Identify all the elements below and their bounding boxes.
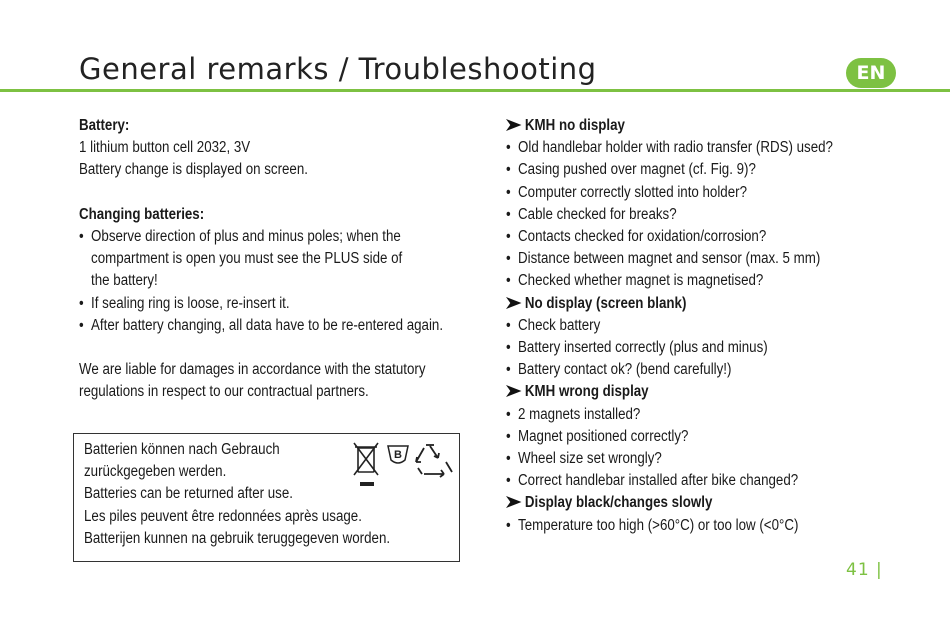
bullet-icon: • bbox=[506, 516, 511, 534]
bullet-icon: • bbox=[79, 294, 84, 312]
list-item bbox=[79, 226, 443, 248]
list-item-continuation: compartment is open you must see the PLUS side of bbox=[91, 250, 403, 268]
list-item-text: If sealing ring is loose, re-insert it. bbox=[91, 294, 290, 312]
list-item-text: After battery changing, all data have to be re-entered again. bbox=[91, 316, 444, 334]
troubleshooting-column bbox=[506, 115, 833, 537]
arrow-right-icon bbox=[506, 115, 525, 137]
bullet-icon: • bbox=[506, 272, 511, 290]
list-item-continuation: the battery! bbox=[91, 272, 158, 290]
recycle-icon bbox=[416, 445, 452, 477]
header-rule bbox=[0, 89, 950, 92]
troubleshooting-heading bbox=[506, 381, 833, 403]
box-line-en: Batteries can be returned after use. bbox=[84, 485, 293, 503]
box-line-de-2: zurückgegeben werden. bbox=[84, 463, 227, 481]
list-item bbox=[506, 470, 833, 492]
list-item-text: Casing pushed over magnet (cf. Fig. 9)? bbox=[518, 161, 756, 179]
box-line-fr: Les piles peuvent être redonnées après usage. bbox=[84, 507, 362, 525]
disposal-symbols bbox=[352, 440, 457, 492]
troubleshooting-heading bbox=[506, 492, 833, 514]
box-line-nl: Batterijen kunnen na gebruik teruggegeven worden. bbox=[84, 529, 391, 547]
bullet-icon: • bbox=[506, 250, 511, 268]
troubleshooting-heading-text: KMH wrong display bbox=[524, 383, 649, 401]
box-line-de-1: Batterien können nach Gebrauch bbox=[84, 441, 280, 458]
bullet-icon: • bbox=[506, 139, 511, 157]
list-item-text: Temperature too high (>60°C) or too low (<0°C) bbox=[518, 516, 799, 534]
list-item-text: Magnet positioned correctly? bbox=[518, 427, 689, 445]
list-item-text: Checked whether magnet is magnetised? bbox=[518, 272, 764, 290]
crossed-bin-icon bbox=[354, 443, 378, 486]
bullet-icon: • bbox=[506, 427, 511, 445]
troubleshooting-heading-text: KMH no display bbox=[524, 117, 625, 134]
list-item bbox=[506, 182, 833, 204]
list-item-text: Distance between magnet and sensor (max. 5 mm) bbox=[518, 250, 821, 268]
bullet-icon: • bbox=[506, 228, 511, 246]
battery-heading: Battery: bbox=[79, 117, 130, 134]
list-item bbox=[506, 315, 833, 337]
troubleshooting-heading bbox=[506, 115, 833, 137]
list-item bbox=[506, 404, 833, 426]
bullet-icon: • bbox=[79, 316, 84, 334]
list-item-text: Battery inserted correctly (plus and minus) bbox=[518, 339, 768, 357]
bullet-icon: • bbox=[506, 183, 511, 201]
bullet-icon: • bbox=[506, 450, 511, 468]
list-item bbox=[506, 448, 833, 470]
list-item-text: Contacts checked for oxidation/corrosion? bbox=[518, 228, 767, 246]
list-item bbox=[79, 315, 443, 337]
battery-spec: 1 lithium button cell 2032, 3V bbox=[79, 139, 251, 157]
battery-b-badge-icon bbox=[388, 446, 408, 463]
left-column bbox=[79, 115, 443, 404]
list-item bbox=[506, 204, 833, 226]
bullet-icon: • bbox=[506, 316, 511, 334]
troubleshooting-heading bbox=[506, 293, 833, 315]
svg-text:B: B bbox=[394, 449, 402, 461]
list-item-text: Correct handlebar installed after bike changed? bbox=[518, 472, 799, 490]
changing-batteries-heading: Changing batteries: bbox=[79, 205, 205, 223]
list-item-text: Old handlebar holder with radio transfer (RDS) used? bbox=[518, 139, 833, 157]
bullet-icon: • bbox=[506, 205, 511, 223]
liability-text: We are liable for damages in accordance with the statutory bbox=[79, 361, 426, 379]
list-item bbox=[506, 226, 833, 248]
list-item bbox=[506, 248, 833, 270]
list-item bbox=[506, 137, 833, 159]
list-item-text: 2 magnets installed? bbox=[518, 405, 641, 423]
page-number: 41 | bbox=[846, 560, 883, 580]
page-title: General remarks / Troubleshooting bbox=[79, 52, 597, 86]
bullet-icon: • bbox=[506, 405, 511, 423]
list-item bbox=[506, 359, 833, 381]
list-item-text: Observe direction of plus and minus poles; when the bbox=[91, 228, 401, 245]
list-item-text: Cable checked for breaks? bbox=[518, 205, 677, 223]
list-item-text: Check battery bbox=[518, 316, 601, 334]
bullet-icon: • bbox=[506, 361, 511, 379]
list-item bbox=[506, 515, 833, 537]
list-item-text: Wheel size set wrongly? bbox=[518, 450, 662, 468]
bullet-icon: • bbox=[506, 161, 511, 179]
bullet-icon: • bbox=[506, 472, 511, 490]
list-item bbox=[506, 337, 833, 359]
battery-change-note: Battery change is displayed on screen. bbox=[79, 161, 308, 179]
arrow-right-icon bbox=[506, 381, 525, 403]
troubleshooting-heading-text: No display (screen blank) bbox=[524, 294, 687, 312]
battery-return-text bbox=[84, 439, 390, 550]
bullet-icon: • bbox=[506, 339, 511, 357]
list-item bbox=[506, 270, 833, 292]
list-item bbox=[79, 293, 443, 315]
list-item bbox=[506, 159, 833, 181]
arrow-right-icon bbox=[506, 492, 525, 514]
arrow-right-icon bbox=[506, 293, 525, 315]
list-item bbox=[506, 426, 833, 448]
language-badge: EN bbox=[846, 58, 896, 88]
liability-text: regulations in respect to our contractual partners. bbox=[79, 383, 369, 401]
bullet-icon: • bbox=[79, 228, 84, 245]
list-item-text: Battery contact ok? (bend carefully!) bbox=[518, 361, 732, 379]
troubleshooting-heading-text: Display black/changes slowly bbox=[524, 494, 713, 512]
list-item-text: Computer correctly slotted into holder? bbox=[518, 183, 747, 201]
